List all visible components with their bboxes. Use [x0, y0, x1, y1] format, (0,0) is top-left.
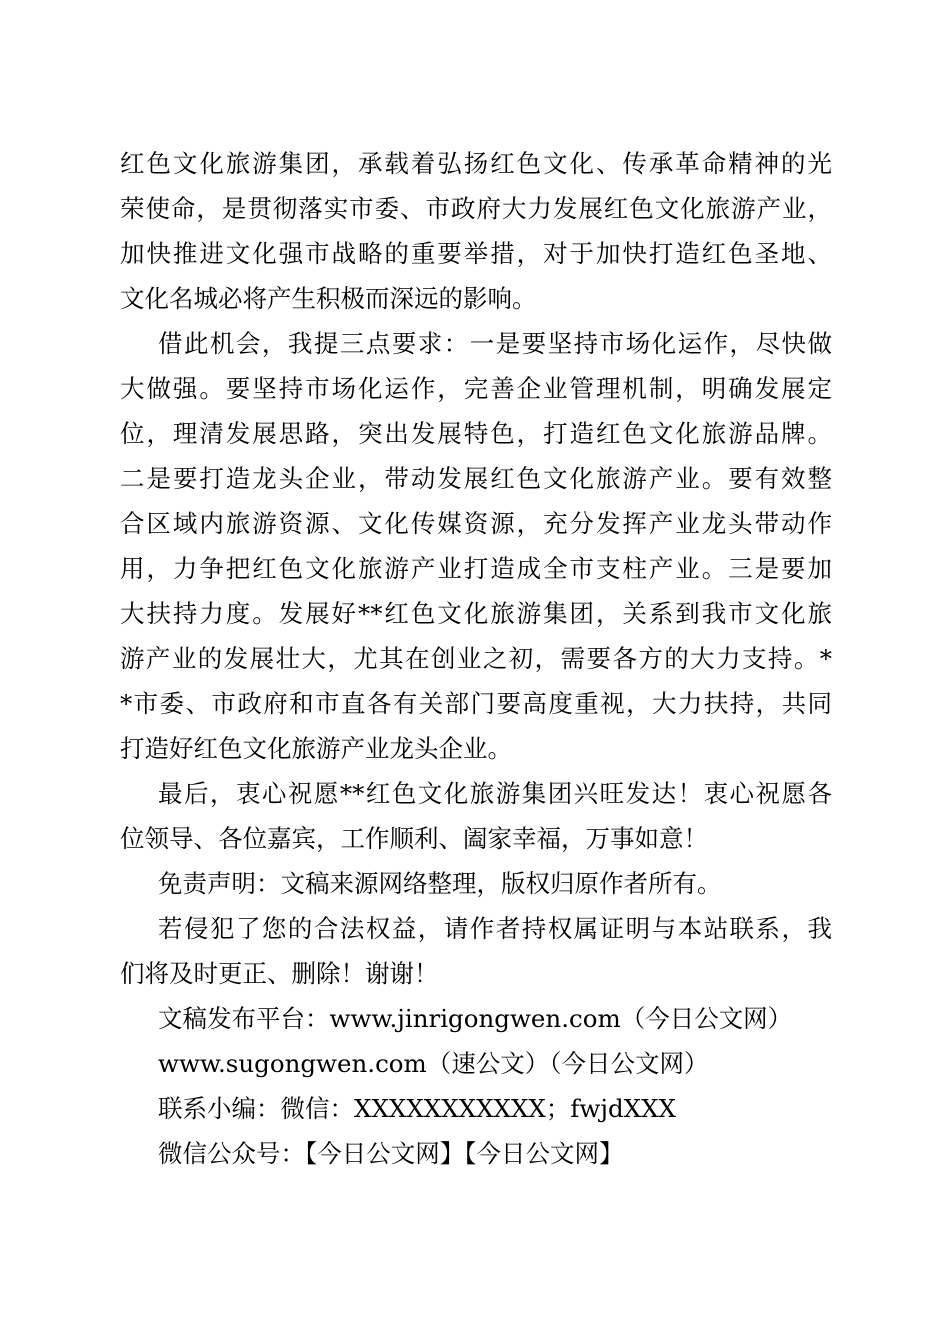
- document-body: [120, 141, 832, 1176]
- text-line: *市委、市政府和市直各有关部门要高度重视，大力扶持，共同: [120, 689, 832, 718]
- text-line: 加快推进文化强市战略的重要举措，对于加快打造红色圣地、: [120, 239, 832, 268]
- text-line: 位，理清发展思路，突出发展特色，打造红色文化旅游品牌。: [120, 419, 832, 448]
- contact-line: 联系小编：微信：XXXXXXXXXXX；fwjdXXX: [158, 1094, 677, 1123]
- disclaimer-line: 免责声明：文稿来源网络整理，版权归原作者所有。: [158, 869, 722, 898]
- text-line: 游产业的发展壮大，尤其在创业之初，需要各方的大力支持。*: [120, 644, 832, 673]
- text-line: 文化名城必将产生积极而深远的影响。: [120, 284, 537, 313]
- text-line: 红色文化旅游集团，承载着弘扬红色文化、传承革命精神的光: [120, 149, 832, 178]
- text-line: 大扶持力度。发展好**红色文化旅游集团，关系到我市文化旅: [120, 599, 832, 628]
- text-line: 荣使命，是贯彻落实市委、市政府大力发展红色文化旅游产业，: [120, 194, 832, 223]
- text-line: 位领导、各位嘉宾，工作顺利、阖家幸福，万事如意！: [120, 824, 708, 853]
- disclaimer-line: 们将及时更正、删除！谢谢！: [120, 959, 439, 988]
- platform-line: 文稿发布平台：www.jinrigongwen.com（今日公文网）: [158, 1004, 793, 1033]
- platform-line: www.sugongwen.com（速公文）（今日公文网）: [158, 1049, 709, 1078]
- text-line: 最后，衷心祝愿**红色文化旅游集团兴旺发达！衷心祝愿各: [158, 779, 832, 808]
- text-line: 合区域内旅游资源、文化传媒资源，充分发挥产业龙头带动作: [120, 509, 832, 538]
- wechat-line: 微信公众号：【今日公文网】【今日公文网】: [158, 1139, 624, 1168]
- disclaimer-line: 若侵犯了您的合法权益，请作者持权属证明与本站联系，我: [158, 914, 832, 943]
- text-line: 打造好红色文化旅游产业龙头企业。: [120, 734, 512, 763]
- text-line: 用，力争把红色文化旅游产业打造成全市支柱产业。三是要加: [120, 554, 832, 583]
- text-line: 大做强。要坚持市场化运作，完善企业管理机制，明确发展定: [120, 374, 832, 403]
- text-line: 二是要打造龙头企业，带动发展红色文化旅游产业。要有效整: [120, 464, 832, 493]
- text-line: 借此机会，我提三点要求：一是要坚持市场化运作，尽快做: [158, 329, 832, 358]
